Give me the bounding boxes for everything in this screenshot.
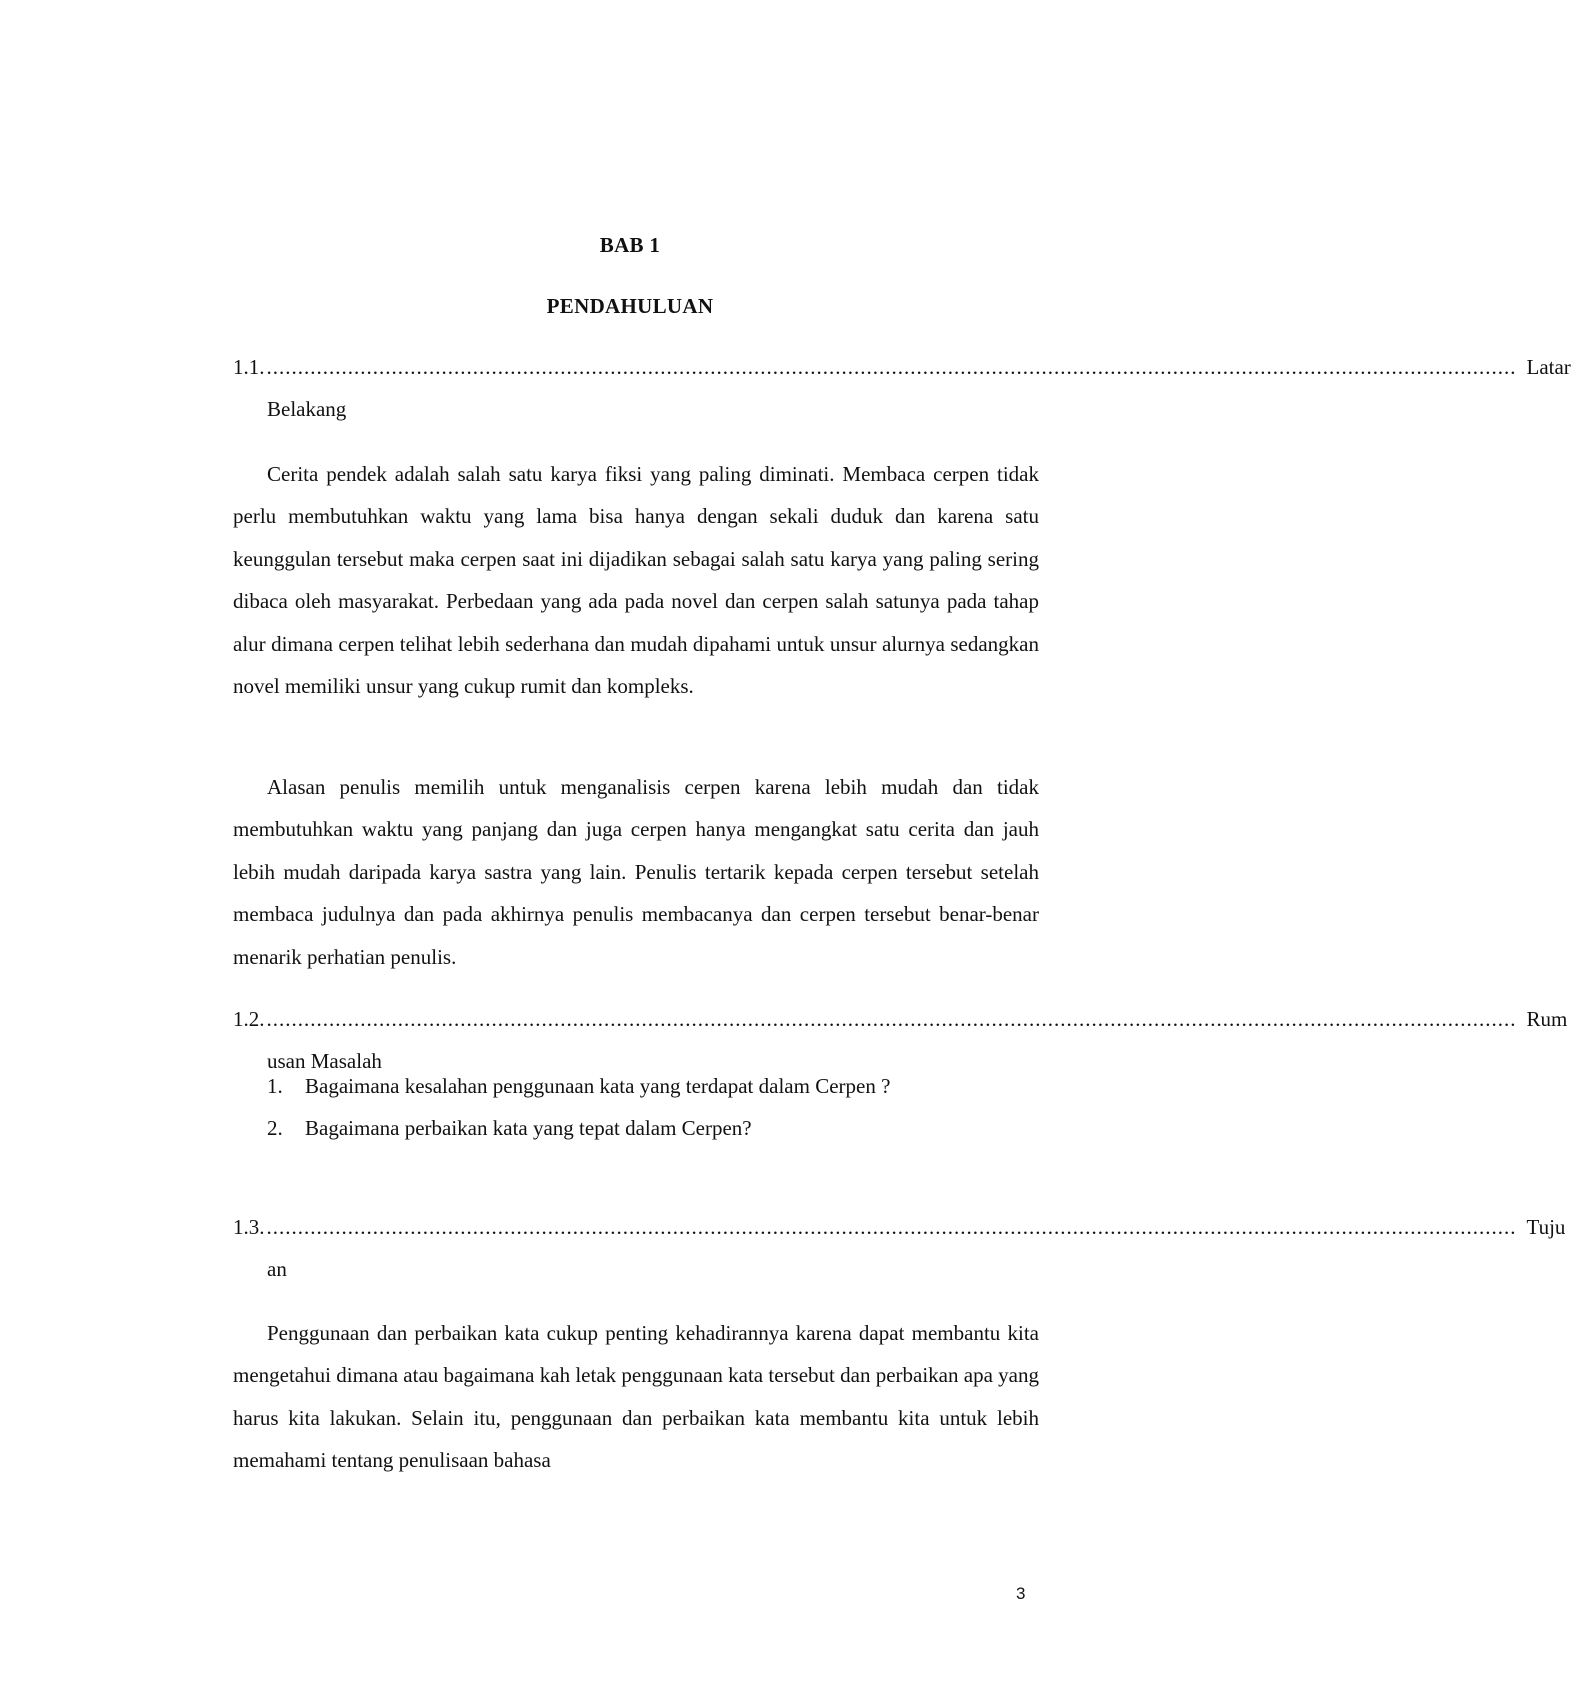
research-questions-list xyxy=(233,1074,1039,1158)
section-title-continuation: usan Masalah xyxy=(267,1049,382,1073)
leader-dots: ........................................................................................................................................................................................................ xyxy=(266,1215,1517,1239)
section-title-part: Latar xyxy=(1526,355,1571,379)
list-item-number: 2. xyxy=(267,1116,283,1140)
page-number: 3 xyxy=(1016,1584,1026,1603)
leader-dots: ........................................................................................................................................................................................................ xyxy=(266,355,1517,379)
paragraph-latar-belakang-1: Cerita pendek adalah salah satu karya fiksi yang paling diminati. Membaca cerpen tidak perlu membutuhkan waktu yang lama bisa hanya dengan sekali duduk dan karena satu keunggulan tersebut maka cerpen saat ini dijadikan sebagai salah satu karya yang paling sering dibaca oleh masyarakat. Perbedaan yang ada pada novel dan cerpen salah satunya pada tahap alur dimana cerpen telihat lebih sederhana dan mudah dipahami untuk unsur alurnya sedangkan novel memiliki unsur yang cukup rumit dan kompleks. xyxy=(233,462,1039,699)
chapter-number: BAB 1 xyxy=(599,233,661,257)
list-item-text: Bagaimana perbaikan kata yang tepat dalam Cerpen? xyxy=(305,1116,752,1140)
section-number: 1.3. xyxy=(233,1215,265,1239)
section-heading-1-1 xyxy=(233,355,1571,422)
section-title-part: Rum xyxy=(1526,1007,1568,1031)
list-item xyxy=(233,1074,1039,1116)
list-item xyxy=(233,1116,1039,1158)
list-item-number: 1. xyxy=(267,1074,283,1098)
section-title-continuation: Belakang xyxy=(267,397,347,421)
section-number: 1.2. xyxy=(233,1007,265,1031)
paragraph-tujuan: Penggunaan dan perbaikan kata cukup penting kehadirannya karena dapat membantu kita mengetahui dimana atau bagaimana kah letak penggunaan kata tersebut dan perbaikan apa yang harus kita lakukan. Selain itu, penggunaan dan perbaikan kata membantu kita untuk lebih memahami tentang penulisaan bahasa xyxy=(233,1321,1039,1473)
list-item-text: Bagaimana kesalahan penggunaan kata yang terdapat dalam Cerpen ? xyxy=(305,1074,891,1098)
section-title-continuation: an xyxy=(267,1257,287,1281)
chapter-title: PENDAHULUAN xyxy=(546,294,714,318)
paragraph-latar-belakang-2: Alasan penulis memilih untuk menganalisis cerpen karena lebih mudah dan tidak membutuhkan waktu yang panjang dan juga cerpen hanya mengangkat satu cerita dan jauh lebih mudah daripada karya sastra yang lain. Penulis tertarik kepada cerpen tersebut setelah membaca judulnya dan pada akhirnya penulis membacanya dan cerpen tersebut benar-benar menarik perhatian penulis. xyxy=(233,775,1039,969)
section-number: 1.1. xyxy=(233,355,265,379)
section-heading-1-2 xyxy=(233,1007,1568,1074)
section-heading-1-3 xyxy=(233,1215,1566,1282)
leader-dots: ........................................................................................................................................................................................................ xyxy=(266,1007,1517,1031)
section-title-part: Tuju xyxy=(1526,1215,1566,1239)
